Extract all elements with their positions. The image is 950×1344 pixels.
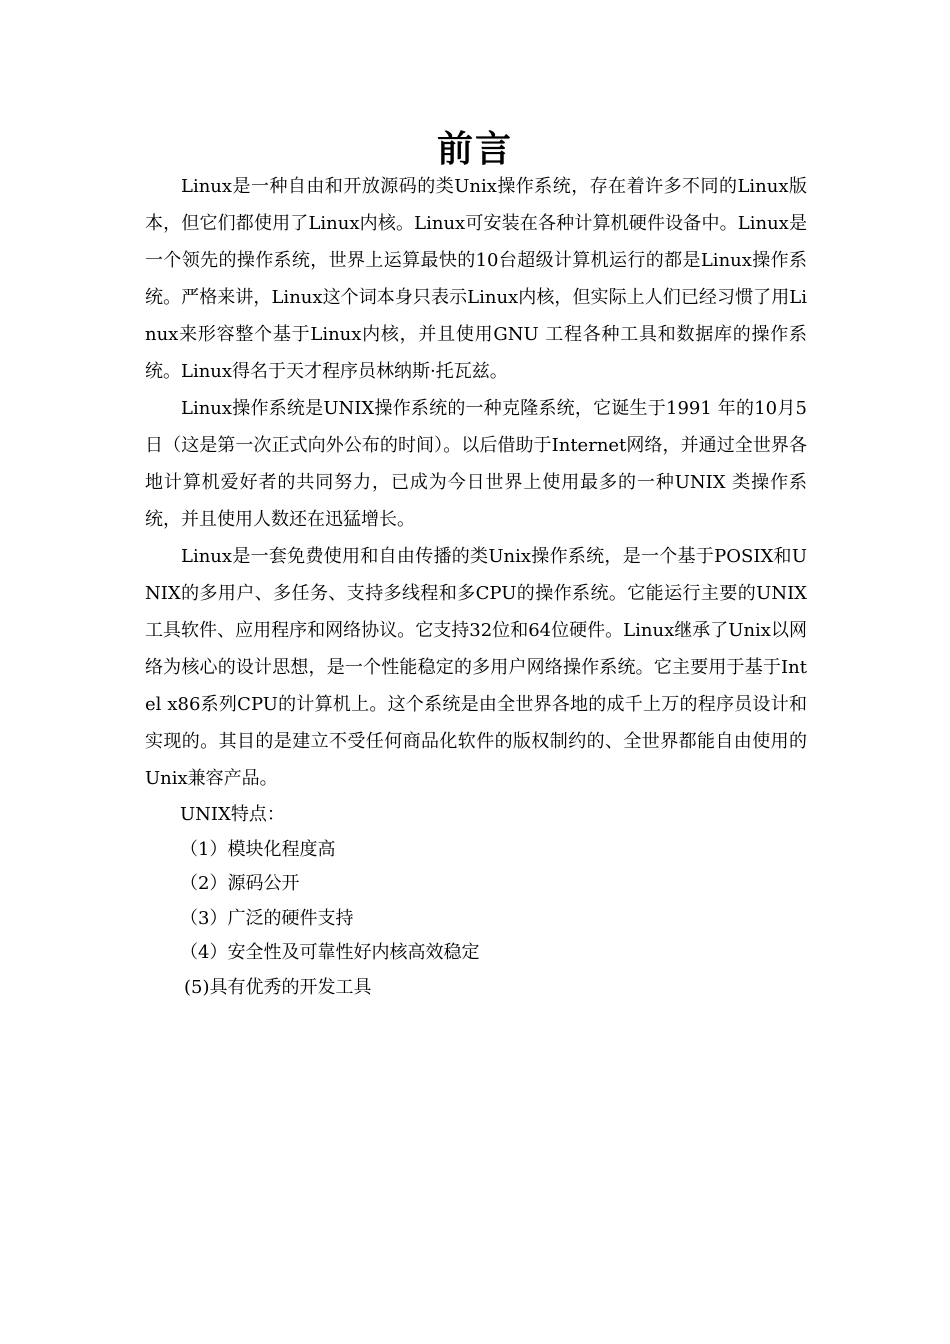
list-item: （3）广泛的硬件支持 (180, 907, 354, 929)
features-heading: UNIX特点： (180, 804, 285, 825)
unix-features-list (180, 798, 800, 1005)
paragraph-linux-intro: Linux是一种自由和开放源码的类Unix操作系统，存在着许多不同的Linux版本，但它们都使用了Linux内核。Linux可安装在各种计算机硬件设备中。Linux是一个领先的操作系统，世界上运算最快的10台超级计算机运行的都是Linux操作系统。严格来讲，Linux这个词本身只表示Linux内核，但实际上人们已经习惯了用Linux来形容整个基于Linux内核，并且使用GNU 工程各种工具和数据库的操作系统。Linux得名于天才程序员林纳斯·托瓦兹。 (145, 176, 807, 382)
paragraph-linux-history: Linux操作系统是UNIX操作系统的一种克隆系统，它诞生于1991 年的10月5 日（这是第一次正式向外公布的时间）。以后借助于Internet网络，并通过全世界各地计算机爱好者的共同努力，已成为今日世界上使用最多的一种UNIX 类操作系统，并且使用人数还在迅猛增长。 (145, 398, 807, 530)
document-body (145, 168, 807, 797)
list-item: （2）源码公开 (180, 873, 300, 894)
list-item: （1）模块化程度高 (180, 838, 336, 860)
page-title: 前言 (436, 128, 513, 170)
list-item: （4）安全性及可靠性好内核高效稳定 (180, 942, 480, 963)
list-item: (5)具有优秀的开发工具 (184, 976, 372, 998)
paragraph-linux-features: Linux是一套免费使用和自由传播的类Unix操作系统，是一个基于POSIX和UNIX的多用户、多任务、支持多线程和多CPU的操作系统。它能运行主要的UNIX工具软件、应用程序和网络协议。它支持32位和64位硬件。Linux继承了Unix以网络为核心的设计思想，是一个性能稳定的多用户网络操作系统。它主要用于基于Intel x86系列CPU的计算机上。这个系统是由全世界各地的成千上万的程序员设计和实现的。其目的是建立不受任何商品化软件的版权制约的、全世界都能自由使用的Unix兼容产品。 (145, 546, 807, 789)
